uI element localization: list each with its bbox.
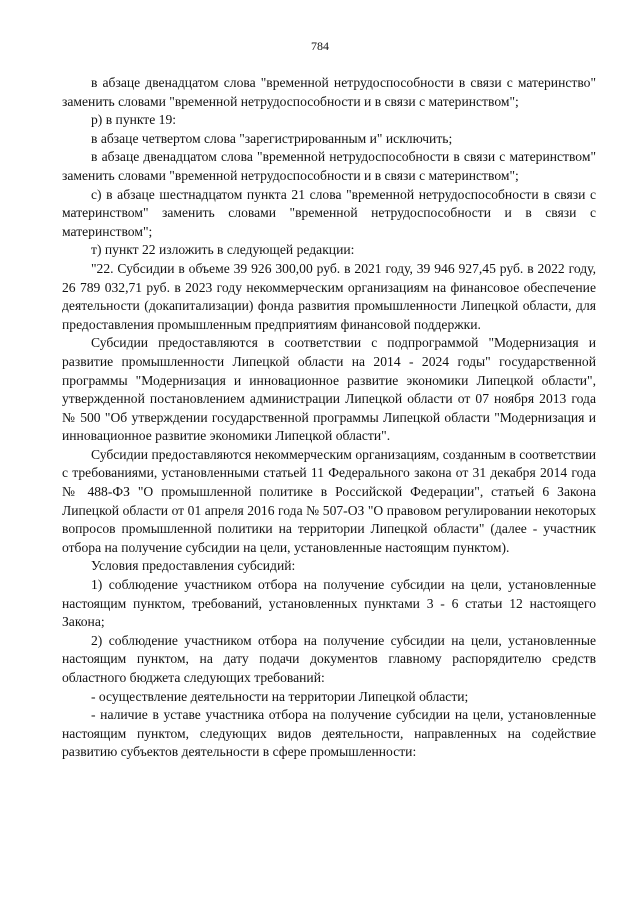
paragraph-item-6: т) пункт 22 изложить в следующей редакции: — [91, 242, 355, 258]
paragraph-item-5: с) в абзаце шестнадцатом пункта 21 слова "временной нетрудоспособности в связи с материнством" заменить словами "временной нетрудоспособности и в связи с материнством"; — [62, 186, 596, 239]
paragraph-item-10: Условия предоставления субсидий: — [91, 558, 296, 574]
paragraph-item-14: - наличие в уставе участника отбора на получение субсидии на цели, установленные настоящим пунктом, следующих видов деятельности, направленных на содействие развитию субъектов деятельности в сфере промышленности: — [62, 707, 596, 760]
paragraph-item-8: Субсидии предоставляются в соответствии с подпрограммой "Модернизация и развитие промышленности Липецкой области на 2014 - 2024 годы" государственной программы "Модернизация и инновационное развитие экономики Липецкой области", утвержденной постановлением администрации Липецкой области от 07 ноября 2013 года № 500 "Об утверждении государственной программы Липецкой области "Модернизация и инновационное развитие экономики Липецкой области". — [62, 335, 596, 444]
paragraph-item-12: 2) соблюдение участником отбора на получение субсидии на цели, установленные настоящим пунктом, на дату подачи документов главному распорядителю средств областного бюджета следующих требований: — [62, 632, 596, 685]
document-body — [62, 74, 596, 762]
paragraph-item-4: в абзаце двенадцатом слова "временной нетрудоспособности в связи с материнством" заменить словами "временной нетрудоспособности и в связи с материнством"; — [62, 149, 596, 183]
paragraph-item-3: в абзаце четвертом слова "зарегистрированным и" исключить; — [91, 130, 453, 146]
page-number: 784 — [311, 39, 329, 53]
paragraph-item-7: "22. Субсидии в объеме 39 926 300,00 руб. в 2021 году, 39 946 927,45 руб. в 2022 году, 26 789 032,71 руб. в 2023 году некоммерческим организациям на финансовое обеспечение деятельности (докапитализации) фонда развития промышленности Липецкой области, для предоставления промышленным предприятиям финансовой поддержки. — [62, 260, 596, 332]
paragraph-item-13: - осуществление деятельности на территории Липецкой области; — [91, 688, 469, 704]
paragraph-item-11: 1) соблюдение участником отбора на получение субсидии на цели, установленные настоящим пунктом, требований, установленных пунктами 3 - 6 статьи 12 настоящего Закона; — [62, 577, 596, 630]
paragraph-item-1: в абзаце двенадцатом слова "временной нетрудоспособности в связи с материнство" заменить словами "временной нетрудоспособности и в связи с материнством"; — [62, 75, 596, 109]
paragraph-item-9: Субсидии предоставляются некоммерческим организациям, созданным в соответствии с требованиями, установленными статьей 11 Федерального закона от 31 декабря 2014 года № 488-ФЗ "О промышленной политике в Российской Федерации", статьей 6 Закона Липецкой области от 01 апреля 2016 года № 507-ОЗ "О правовом регулировании некоторых вопросов промышленной политики на территории Липецкой области" (далее - участник отбора на получение субсидии на цели, установленные настоящим пунктом). — [62, 446, 596, 555]
paragraph-item-2: р) в пункте 19: — [91, 112, 177, 128]
